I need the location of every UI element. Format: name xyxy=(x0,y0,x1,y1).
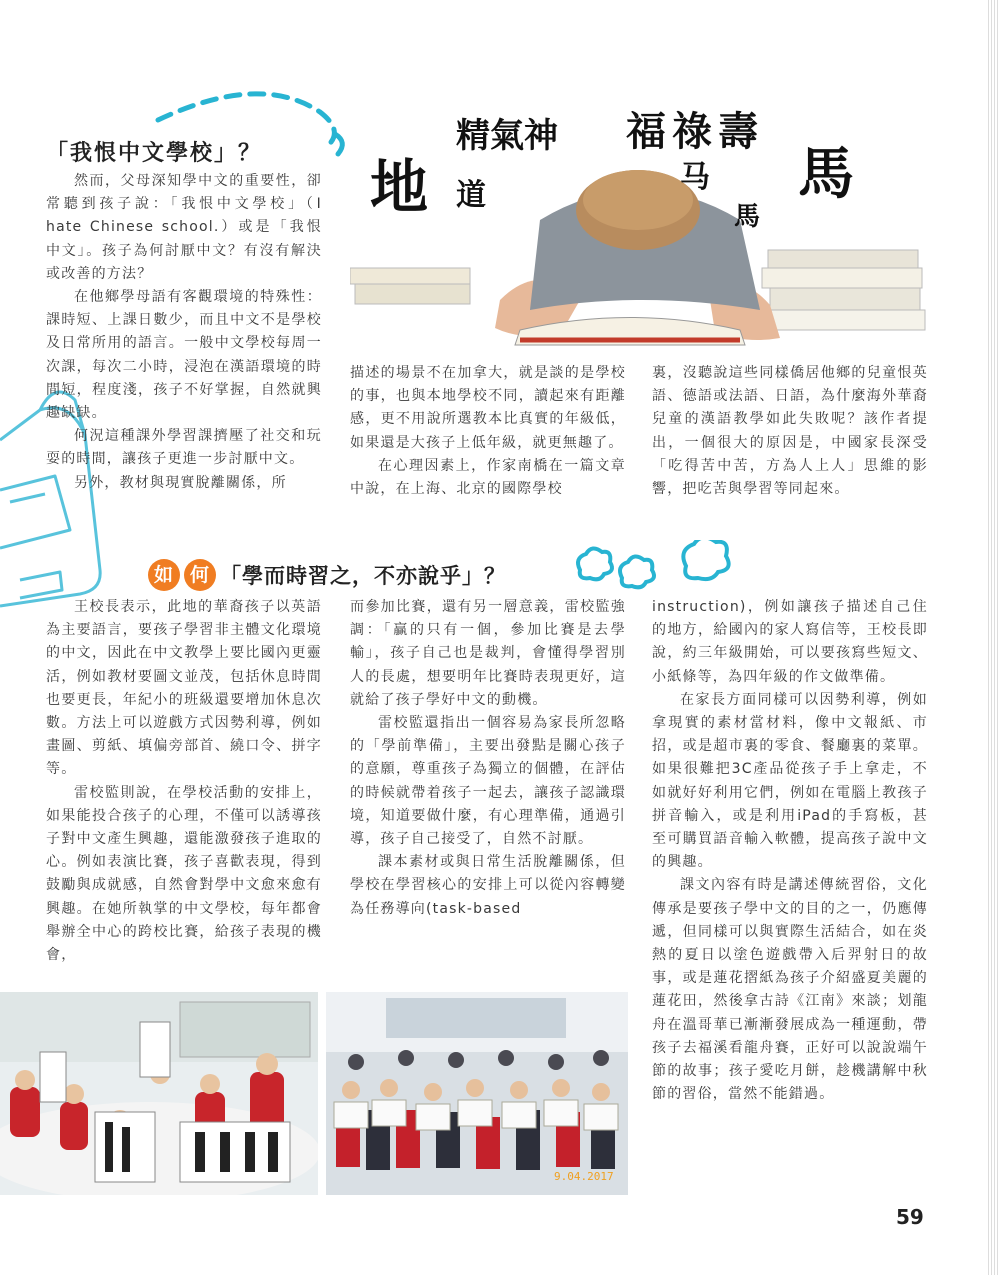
calligraphy-class-photo xyxy=(0,992,318,1195)
calligraphy-ma-simplified: 马 xyxy=(680,160,710,195)
paragraph: 在他鄉學母語有客觀環境的特殊性：課時短、上課日數少，而且中文不是學校及日常所用的語言。一般中文學校每周一次課，每次二小時，浸泡在漢語環境的時間短，程度淺，孩子不好掌握，自然就興趣缺缺。 xyxy=(46,289,322,422)
article-column-right-bottom xyxy=(652,596,928,1106)
calligraphy-di: 地 xyxy=(370,153,429,221)
section-heading-1: 「我恨中文學校」？ xyxy=(46,141,263,166)
paragraph: 描述的場景不在加拿大，就是談的是學校的事，也與本地學校不同，讀起來有距離感，更不用說所選教本比真實的年級低，如果還是大孩子上低年級，就更無趣了。 xyxy=(350,365,626,451)
paragraph: 王校長表示，此地的華裔孩子以英語為主要語言，要孩子學習非主體文化環境的中文，因此在中文教學上要比國內更靈活，例如教材要圖文並茂，包括休息時間也要更長，年紀小的班級還要增加休息次數。方法上可以遊戲方式因勢利導，例如畫圖、剪紙、填偏旁部首、繞口令、拼字等。 xyxy=(46,599,322,778)
page-edge-binding xyxy=(986,0,1000,1275)
calligraphy-fu-lu-shou: 福祿壽 xyxy=(626,108,764,155)
article-column-middle-bottom xyxy=(350,596,626,921)
page-number: 59 xyxy=(896,1205,924,1229)
paragraph: 雷校監則說，在學校活動的安排上，如果能投合孩子的心理，不僅可以誘導孩子對中文產生興趣，還能激發孩子進取的心。例如表演比賽，孩子喜歡表現，得到鼓勵與成就感，自然會對學中文愈來愈有興趣。在她所執掌的中文學校，每年都會舉辦全中心的跨校比賽，給孩子表現的機會， xyxy=(46,784,322,964)
decorative-clouds xyxy=(572,540,732,600)
paragraph: 裏，沒聽說這些同樣僑居他鄉的兒童恨英語、德語或法語、日語，為什麼海外華裔兒童的漢語教學如此失敗呢？該作者提出，一個很大的原因是，中國家長深受「吃得苦中苦，方為人上人」思維的影響，把吃苦與學習等同起來。 xyxy=(652,365,928,498)
paragraph: 在家長方面同樣可以因勢利導，例如拿現實的素材當材料，像中文報紙、市招，或是超市裏的零食、餐廳裏的菜單。如果很難把3C產品從孩子手上拿走，不如就好好利用它們，例如在電腦上教孩子拼音輸入，或是利用iPad的手寫板，甚至可購買語音輸入軟體，提高孩子說中文的興趣。 xyxy=(652,691,928,871)
paragraph: 課本素材或與日常生活脫離關係，但學校在學習核心的安排上可以從內容轉變為任務導向(task-based xyxy=(350,854,626,917)
paragraph: 另外，教材與現實脫離關係，所 xyxy=(74,474,287,491)
heading-circle-char: 何 xyxy=(184,559,216,591)
hero-student-books-image xyxy=(350,100,928,352)
article-column-left-top xyxy=(46,170,322,495)
paragraph: 而參加比賽，還有另一層意義，雷校監強調：「贏的只有一個，參加比賽是去學輸」，孩子自己也是裁判，會懂得學習別人的長處，想要明年比賽時表現更好，這就給了孩子學好中文的動機。 xyxy=(350,599,626,708)
article-column-right-top xyxy=(652,362,928,501)
heading-2-text: 「學而時習之，不亦說乎」？ xyxy=(220,564,506,588)
article-column-left-bottom xyxy=(46,596,322,967)
paragraph: 雷校監還指出一個容易為家長所忽略的「學前準備」，主要出發點是關心孩子的意願，尊重孩子為獨立的個體，在評估的時候就帶着孩子一起去，讓孩子認識環境，知道要做什麼，有心理準備，通過引導，孩子自己接受了，自然不討厭。 xyxy=(350,715,626,848)
paragraph: 然而，父母深知學中文的重要性，卻常聽到孩子說：「我恨中文學校」（I hate Chinese school.）或是「我恨中文」。孩子為何討厭中文？有沒有解決或改善的方法？ xyxy=(46,173,322,282)
paragraph: 課文內容有時是講述傳統習俗，文化傳承是要孩子學中文的目的之一，仍應傳遞，但同樣可以與實際生活結合，如在炎熱的夏日以塗色遊戲帶入后羿射日的故事，或是蓮花摺紙為孩子介紹盛夏美麗的蓮花田，然後拿古詩《江南》來談；划龍舟在溫哥華已漸漸發展成為一種運動，帶孩子去福溪看龍舟賽，正好可以說說端午節的故事；孩子愛吃月餅，趁機講解中秋節的習俗，當然不能錯過。 xyxy=(652,877,928,1103)
heading-circle-char: 如 xyxy=(148,559,180,591)
calligraphy-ma-small: 馬 xyxy=(734,202,761,232)
calligraphy-ma-large: 馬 xyxy=(798,141,854,207)
article-column-middle-top xyxy=(350,362,626,501)
calligraphy-jing-qi-shen: 精氣神 xyxy=(456,116,558,156)
certificate-group-photo xyxy=(326,992,628,1195)
paragraph: instruction)，例如讓孩子描述自己住的地方，給國內的家人寫信等，王校長即說，約三年級開始，可以要孩寫些短文、小紙條等，為四年級的作文做準備。 xyxy=(652,599,928,685)
paragraph: 在心理因素上，作家南橋在一篇文章中說，在上海、北京的國際學校 xyxy=(350,457,626,498)
calligraphy-dao: 道 xyxy=(456,178,486,213)
photo-timestamp: 9.04.2017 xyxy=(554,1170,614,1183)
section-heading-2 xyxy=(148,559,506,591)
paragraph: 何況這種課外學習課擠壓了社交和玩耍的時間，讓孩子更進一步討厭中文。 xyxy=(46,428,322,468)
